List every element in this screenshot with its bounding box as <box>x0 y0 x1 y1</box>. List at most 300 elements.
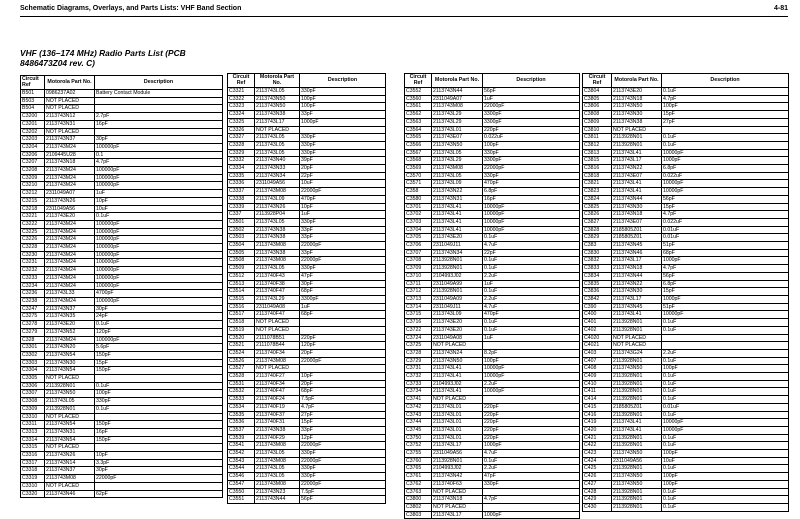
table-row <box>228 195 386 203</box>
circuit-ref-cell: C3222 <box>21 220 45 228</box>
description-cell: 0.1uF <box>662 503 789 511</box>
part-number-cell: 2113743N50 <box>432 141 483 149</box>
circuit-ref-cell: C3322 <box>228 95 255 103</box>
table-row <box>405 149 580 157</box>
description-cell: 33pF <box>300 249 386 257</box>
table-row <box>583 380 789 388</box>
table-row <box>583 488 789 496</box>
table-row <box>583 165 789 173</box>
circuit-ref-cell: C3317 <box>21 459 45 467</box>
description-cell: 62pF <box>95 490 223 498</box>
table-row <box>228 157 386 165</box>
part-number-cell: 2311049A09 <box>432 295 483 303</box>
description-cell: 30pF <box>300 280 386 288</box>
description-cell: 100pF <box>483 141 580 149</box>
part-number-cell: 2113743E07 <box>612 172 662 180</box>
part-number-cell: 2113743N44 <box>612 195 662 203</box>
description-cell: 220pF <box>483 403 580 411</box>
table-row <box>405 373 580 381</box>
circuit-ref-cell: C3821 <box>583 180 612 188</box>
part-number-cell: 2113743L01 <box>432 419 483 427</box>
table-row <box>583 265 789 273</box>
description-cell: 1uF <box>483 280 580 288</box>
description-cell: 100000pF <box>95 297 223 305</box>
circuit-ref-cell: C3722 <box>405 326 432 334</box>
description-cell: 10000pF <box>483 226 580 234</box>
circuit-ref-cell: C429 <box>583 496 612 504</box>
circuit-ref-cell: C3218 <box>21 205 45 213</box>
part-number-cell: 2113743L05 <box>255 218 300 226</box>
table-row <box>228 326 386 334</box>
description-cell: 220pF <box>483 411 580 419</box>
table-row <box>583 95 789 103</box>
circuit-ref-cell: C3715 <box>405 311 432 319</box>
circuit-ref-cell: C3543 <box>228 457 255 465</box>
description-cell <box>300 319 386 327</box>
description-cell: 22pF <box>300 172 386 180</box>
description-cell: 0.1uF <box>662 134 789 142</box>
circuit-ref-cell: C3535 <box>228 411 255 419</box>
part-number-cell: 2113743L17 <box>612 257 662 265</box>
table-row <box>405 403 580 411</box>
table-row <box>583 118 789 126</box>
part-number-cell: 2113740F47 <box>255 388 300 396</box>
table-row <box>21 405 223 413</box>
description-cell: 330pF <box>300 265 386 273</box>
part-number-cell: 2311049A56 <box>45 205 95 213</box>
table-row <box>583 134 789 142</box>
description-cell: 100pF <box>95 390 223 398</box>
circuit-ref-cell: C3546 <box>228 473 255 481</box>
description-cell: 100000pF <box>95 251 223 259</box>
part-number-cell: 2113743L09 <box>255 195 300 203</box>
circuit-ref-cell: C401 <box>583 319 612 327</box>
circuit-ref-cell: C425 <box>583 465 612 473</box>
circuit-ref-cell: C3512 <box>228 272 255 280</box>
description-cell: 220pF <box>483 434 580 442</box>
description-cell: 10pF <box>300 203 386 211</box>
circuit-ref-cell: C3816 <box>583 165 612 173</box>
table-row <box>405 88 580 96</box>
table-row <box>405 188 580 196</box>
table-row <box>583 473 789 481</box>
circuit-ref-cell: C3305 <box>21 375 45 383</box>
description-cell: 6.8pF <box>483 188 580 196</box>
description-cell: 100000pF <box>95 244 223 252</box>
part-number-cell: 2113743N18 <box>612 211 662 219</box>
description-cell: 22000pF <box>300 257 386 265</box>
part-number-cell: 2113743N23 <box>255 488 300 496</box>
part-number-cell: 2113743L41 <box>612 419 662 427</box>
table-row <box>21 259 223 267</box>
description-cell: 2.2uF <box>662 349 789 357</box>
table-row <box>228 141 386 149</box>
part-number-cell: 2113743N38 <box>255 111 300 119</box>
circuit-ref-cell: C3325 <box>228 118 255 126</box>
circuit-ref-cell: C3565 <box>405 134 432 142</box>
table-row <box>228 480 386 488</box>
description-cell: 0.1uF <box>662 88 789 96</box>
description-cell: 10000pF <box>483 203 580 211</box>
circuit-ref-cell: C3328 <box>228 141 255 149</box>
part-number-cell: 2113740F24 <box>255 396 300 404</box>
part-number-cell: 2113743L29 <box>255 295 300 303</box>
circuit-ref-cell: C3568 <box>405 157 432 165</box>
part-number-cell: 2113928N01 <box>612 442 662 450</box>
circuit-ref-cell: C3842 <box>583 295 612 303</box>
circuit-ref-cell: C3520 <box>228 334 255 342</box>
table-row <box>583 111 789 119</box>
description-cell <box>483 396 580 404</box>
part-number-cell: 2113740F34 <box>255 380 300 388</box>
part-number-cell: 2113743N14 <box>45 459 95 467</box>
table-row <box>583 218 789 226</box>
part-number-cell: 2311049A56 <box>612 457 662 465</box>
table-row <box>21 375 223 383</box>
circuit-ref-cell: B503 <box>21 97 45 105</box>
table-row <box>583 149 789 157</box>
circuit-ref-cell: C3329 <box>228 149 255 157</box>
circuit-ref-cell: C414 <box>583 396 612 404</box>
part-number-cell: 2104993J02 <box>432 380 483 388</box>
part-number-cell: 2111078B44 <box>255 342 300 350</box>
part-number-cell: 2113743E20 <box>45 213 95 221</box>
description-cell: 10000pF <box>483 373 580 381</box>
circuit-ref-cell: C3834 <box>583 272 612 280</box>
circuit-ref-cell: C358 <box>405 188 432 196</box>
circuit-ref-cell: C3539 <box>228 434 255 442</box>
description-cell: 120pF <box>95 328 223 336</box>
part-number-cell: 2113928N01 <box>612 141 662 149</box>
table-row <box>228 257 386 265</box>
table-row <box>583 126 789 134</box>
description-cell <box>95 128 223 136</box>
description-cell: 0.1uF <box>95 382 223 390</box>
table-row <box>405 303 580 311</box>
circuit-ref-cell: C411 <box>583 388 612 396</box>
description-cell: 10pF <box>95 452 223 460</box>
table-row <box>583 373 789 381</box>
circuit-ref-cell: C3516 <box>228 303 255 311</box>
description-cell: 4.7uF <box>483 303 580 311</box>
part-number-cell: 2113743M08 <box>255 257 300 265</box>
description-cell <box>483 503 580 511</box>
table-row <box>405 434 580 442</box>
description-cell: 4.7pF <box>662 211 789 219</box>
description-cell: 330pF <box>95 398 223 406</box>
part-number-cell: 2113928N01 <box>612 373 662 381</box>
part-number-cell: 2113740F19 <box>255 403 300 411</box>
table-row <box>405 249 580 257</box>
part-number-cell: NOT PLACED <box>255 365 300 373</box>
part-number-cell: 2113743E20 <box>612 88 662 96</box>
description-cell: 20pF <box>300 165 386 173</box>
circuit-ref-cell: C3327 <box>228 134 255 142</box>
circuit-ref-cell: C3808 <box>583 111 612 119</box>
part-number-cell: 2113743L41 <box>432 218 483 226</box>
table-row <box>228 349 386 357</box>
part-number-cell: 2113743N46 <box>45 490 95 498</box>
circuit-ref-cell: C3541 <box>228 442 255 450</box>
part-number-cell: 2113743L01 <box>432 126 483 134</box>
part-number-cell: 2113743N30 <box>612 111 662 119</box>
table-row <box>228 442 386 450</box>
table-row <box>405 157 580 165</box>
circuit-ref-cell: C3521 <box>228 342 255 350</box>
description-cell: 56pF <box>483 88 580 96</box>
part-number-cell: 2311049J11 <box>432 303 483 311</box>
part-number-cell: 2113743L05 <box>255 149 300 157</box>
circuit-ref-cell: C3750 <box>405 434 432 442</box>
table-row <box>583 426 789 434</box>
description-cell: 15pF <box>95 359 223 367</box>
part-number-cell: 2113743L05 <box>255 134 300 142</box>
description-cell: 33pF <box>300 226 386 234</box>
circuit-ref-cell: C3745 <box>405 426 432 434</box>
description-cell: 10000pF <box>662 149 789 157</box>
description-cell: 22000pF <box>300 357 386 365</box>
description-cell: 30pF <box>95 305 223 313</box>
table-row <box>21 90 223 98</box>
part-number-cell: 2113743L41 <box>612 311 662 319</box>
description-cell: 470pF <box>483 180 580 188</box>
table-row <box>405 488 580 496</box>
circuit-ref-cell: C3531 <box>228 380 255 388</box>
part-number-cell: 2113928N01 <box>432 257 483 265</box>
table-row <box>405 465 580 473</box>
table-row <box>228 188 386 196</box>
description-cell: 15pF <box>662 203 789 211</box>
description-cell: 100000pF <box>95 143 223 151</box>
table-row <box>405 180 580 188</box>
part-number-cell: NOT PLACED <box>45 97 95 105</box>
table-row <box>228 380 386 388</box>
description-cell: 1000pF <box>483 511 580 519</box>
description-cell <box>483 342 580 350</box>
table-row <box>583 319 789 327</box>
circuit-ref-cell: C3570 <box>405 172 432 180</box>
part-number-cell: NOT PLACED <box>612 342 662 350</box>
circuit-ref-cell: C3763 <box>405 488 432 496</box>
description-cell: 15pF <box>662 288 789 296</box>
circuit-ref-cell: C390 <box>583 303 612 311</box>
description-cell: 2.2uF <box>483 295 580 303</box>
table-row <box>21 228 223 236</box>
circuit-ref-cell: C3339 <box>228 203 255 211</box>
table-row <box>21 313 223 321</box>
circuit-ref-cell: C3514 <box>228 288 255 296</box>
part-number-cell: 0986237A02 <box>45 90 95 98</box>
description-cell: 56pF <box>662 195 789 203</box>
part-number-cell: 2113740F63 <box>432 480 483 488</box>
description-cell: 1000pF <box>662 157 789 165</box>
table-row <box>21 251 223 259</box>
description-cell: 4.7uF <box>483 450 580 458</box>
column-header-description: Description <box>95 76 223 90</box>
part-number-cell: 2113743N24 <box>432 349 483 357</box>
description-cell: 1000pF <box>662 257 789 265</box>
table-row <box>405 141 580 149</box>
description-cell: 0.1uF <box>483 288 580 296</box>
circuit-ref-cell: C3519 <box>228 326 255 334</box>
description-cell: 220pF <box>483 426 580 434</box>
table-row <box>228 396 386 404</box>
circuit-ref-cell: C3567 <box>405 149 432 157</box>
circuit-ref-cell: C3526 <box>228 357 255 365</box>
part-number-cell: 2111078B51 <box>255 334 300 342</box>
table-row <box>21 436 223 444</box>
part-number-cell: NOT PLACED <box>45 482 95 490</box>
description-cell: 2.2uF <box>483 465 580 473</box>
part-number-cell: 2113743M24 <box>45 259 95 267</box>
table-row <box>405 442 580 450</box>
table-row <box>228 111 386 119</box>
part-number-cell: 2113743M24 <box>45 182 95 190</box>
table-row <box>405 349 580 357</box>
table-row <box>583 411 789 419</box>
circuit-ref-cell: C3734 <box>405 388 432 396</box>
table-row <box>228 272 386 280</box>
circuit-ref-cell: C3534 <box>228 403 255 411</box>
description-cell: 10pF <box>300 373 386 381</box>
circuit-ref-cell: C3824 <box>583 195 612 203</box>
table-row <box>21 290 223 298</box>
part-number-cell: 2113928N01 <box>612 319 662 327</box>
part-number-cell: 2113743L29 <box>432 118 483 126</box>
column-header-description: Description <box>483 74 580 88</box>
part-number-cell: 2113743N40 <box>255 157 300 165</box>
part-number-cell: 2113743N54 <box>45 351 95 359</box>
part-number-cell: 2113743N44 <box>432 88 483 96</box>
part-number-cell: NOT PLACED <box>45 128 95 136</box>
column-header-description: Description <box>662 74 789 88</box>
table-row <box>228 234 386 242</box>
part-number-cell: 2113743N18 <box>432 496 483 504</box>
table-row <box>228 411 386 419</box>
description-cell: 22000pF <box>300 188 386 196</box>
circuit-ref-cell: C3502 <box>228 226 255 234</box>
description-cell: 1uF <box>300 303 386 311</box>
circuit-ref-cell: C3829 <box>583 234 612 242</box>
circuit-ref-cell: C3226 <box>21 236 45 244</box>
description-cell: 1uF <box>95 190 223 198</box>
part-number-cell: 2113743N38 <box>612 118 662 126</box>
description-cell: 47pF <box>483 473 580 481</box>
part-number-cell: 2113743M24 <box>45 236 95 244</box>
circuit-ref-cell: C3517 <box>228 311 255 319</box>
table-row <box>405 473 580 481</box>
description-cell: 4700pF <box>95 290 223 298</box>
description-cell: 3300pF <box>483 157 580 165</box>
part-number-cell: 2113743L41 <box>612 149 662 157</box>
description-cell: 0.1uF <box>483 319 580 327</box>
part-number-cell: 2113743N37 <box>45 467 95 475</box>
part-number-cell: 2113743N22 <box>612 165 662 173</box>
part-number-cell: 2113743N18 <box>612 265 662 273</box>
circuit-ref-cell: C3709 <box>405 265 432 273</box>
description-cell: 100pF <box>662 450 789 458</box>
description-cell: 10uF <box>662 457 789 465</box>
table-row <box>405 319 580 327</box>
circuit-ref-cell: C3729 <box>405 357 432 365</box>
part-number-cell: NOT PLACED <box>432 488 483 496</box>
table-row <box>21 128 223 136</box>
part-number-cell: 2113743N38 <box>255 226 300 234</box>
circuit-ref-cell: C3560 <box>405 95 432 103</box>
table-row <box>405 265 580 273</box>
part-number-cell: 2113743N18 <box>612 95 662 103</box>
description-cell: 47pF <box>300 272 386 280</box>
description-cell: 8.2pF <box>483 349 580 357</box>
part-number-cell: NOT PLACED <box>45 375 95 383</box>
part-number-cell: 2113743E20 <box>432 234 483 242</box>
part-number-cell: 2113743N54 <box>45 436 95 444</box>
part-number-cell: 2113743M08 <box>255 357 300 365</box>
part-number-cell: 2113928N01 <box>612 411 662 419</box>
description-cell: 1uF <box>300 211 386 219</box>
table-row <box>405 134 580 142</box>
circuit-ref-cell: C3815 <box>583 157 612 165</box>
description-cell: 7.5pF <box>300 396 386 404</box>
table-row <box>583 242 789 250</box>
part-number-cell: 2113743L41 <box>432 388 483 396</box>
part-number-cell: 2113743M24 <box>45 167 95 175</box>
table-row <box>583 403 789 411</box>
part-number-cell: 2113743L29 <box>432 111 483 119</box>
part-number-cell: 2113928N01 <box>612 503 662 511</box>
table-row <box>228 488 386 496</box>
circuit-ref-cell: C3225 <box>21 228 45 236</box>
description-cell <box>95 444 223 452</box>
description-cell: 10000pF <box>662 311 789 319</box>
table-row <box>21 359 223 367</box>
table-row <box>21 105 223 113</box>
table-row <box>583 365 789 373</box>
circuit-ref-cell: C3532 <box>228 388 255 396</box>
description-cell: 0.1uF <box>662 496 789 504</box>
part-number-cell: 2113743L05 <box>45 398 95 406</box>
circuit-ref-cell: C3804 <box>583 88 612 96</box>
column-header-part-no: Motorola Part No. <box>45 76 95 90</box>
description-cell: 0.1uF <box>662 319 789 327</box>
circuit-ref-cell: C3313 <box>21 428 45 436</box>
part-number-cell: 2113743L17 <box>432 511 483 519</box>
description-cell: 0.022uF <box>662 218 789 226</box>
part-number-cell: 2113743N22 <box>612 280 662 288</box>
description-cell: 68pF <box>300 288 386 296</box>
part-number-cell: 2113740F43 <box>255 272 300 280</box>
table-row <box>583 180 789 188</box>
circuit-ref-cell: C423 <box>583 450 612 458</box>
table-row <box>583 157 789 165</box>
description-cell: 220pF <box>483 419 580 427</box>
part-number-cell: 2113743M24 <box>45 274 95 282</box>
circuit-ref-cell: C3279 <box>21 328 45 336</box>
description-cell: 100000pF <box>95 167 223 175</box>
circuit-ref-cell: C3701 <box>405 203 432 211</box>
table-row <box>405 257 580 265</box>
table-row <box>583 226 789 234</box>
circuit-ref-cell: C3544 <box>228 465 255 473</box>
description-cell: 0.01uF <box>662 403 789 411</box>
part-number-cell: 2113743N38 <box>255 249 300 257</box>
column-header-circuit-ref: Circuit Ref <box>583 74 612 88</box>
description-cell: 2.7pF <box>95 113 223 121</box>
table-row <box>228 288 386 296</box>
circuit-ref-cell: C3501 <box>228 218 255 226</box>
part-number-cell: 2113740F27 <box>255 373 300 381</box>
part-number-cell: NOT PLACED <box>432 503 483 511</box>
